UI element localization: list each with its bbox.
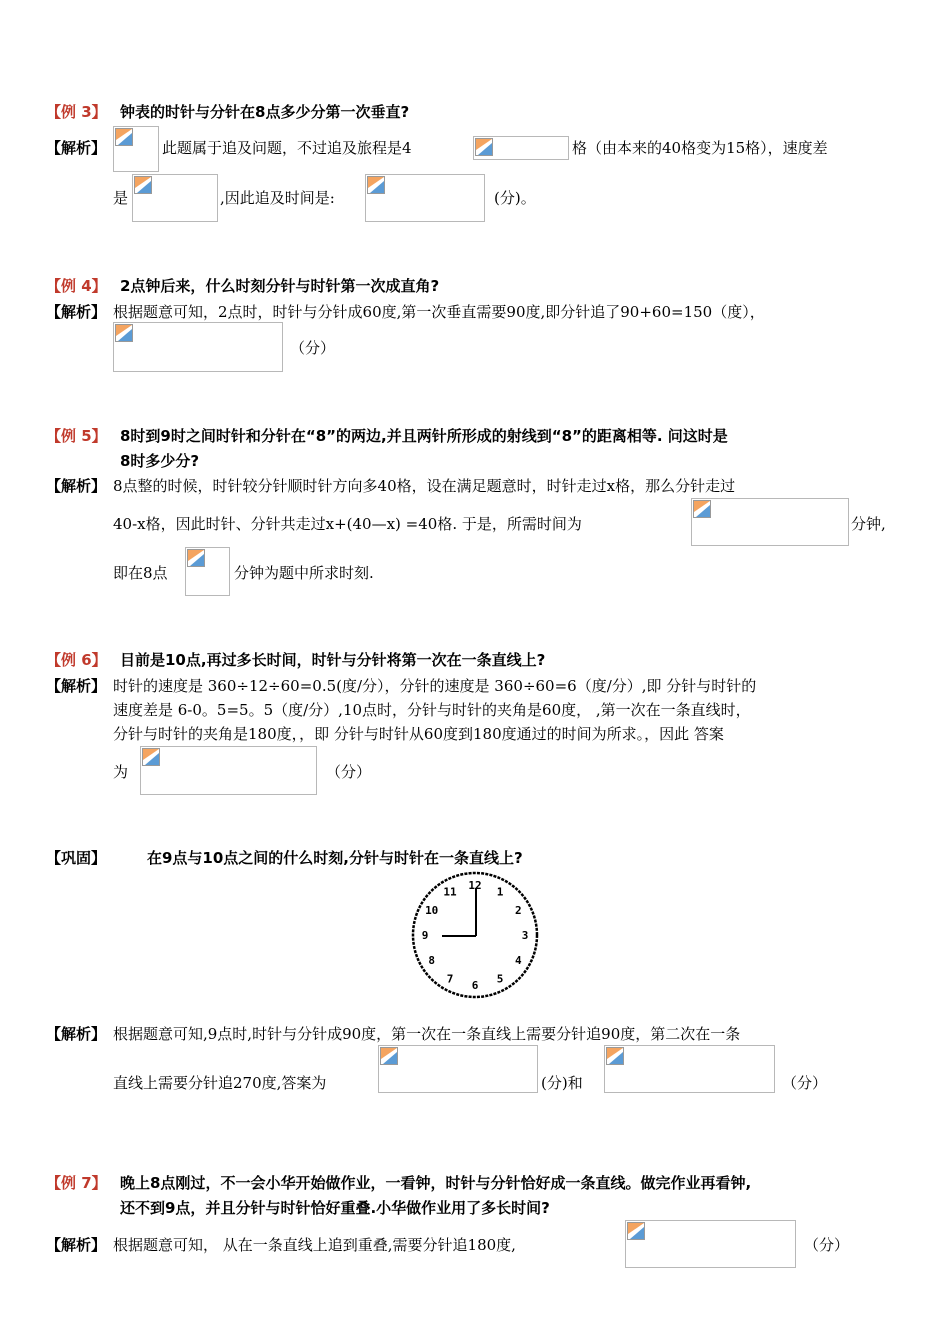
ex3-line2-c: (分)。 — [494, 189, 536, 207]
clock-number: 4 — [514, 954, 522, 967]
ex4-question: 2点钟后来，什么时刻分针与时针第一次成直角? — [120, 277, 440, 295]
clock-number: 7 — [446, 972, 454, 986]
formula-image — [473, 136, 569, 160]
broken-image-icon — [606, 1047, 624, 1065]
ex6-line1: 时针的速度是 360÷12÷60=0.5(度/分），分针的速度是 360÷60=6（度/分）,即 分针与时针的 — [113, 677, 757, 695]
ex3-line1-b: 格（由本来的40格变为15格），速度差 — [572, 139, 828, 157]
formula-image — [365, 174, 485, 222]
formula-image — [604, 1045, 775, 1093]
ex4-line1: 根据题意可知，2点时，时针与分针成60度,第一次垂直需要90度,即分针追了90+60=150（度）， — [113, 303, 765, 321]
broken-image-icon — [134, 176, 152, 194]
clock-number: 1 — [496, 885, 504, 899]
broken-image-icon — [475, 138, 493, 156]
ex3-line2-b: ,因此追及时间是: — [220, 189, 335, 207]
broken-image-icon — [115, 128, 133, 146]
ex7-line1: 根据题意可知， 从在一条直线上追到重叠,需要分针追180度, — [113, 1236, 516, 1254]
ex3-line2-a: 是 — [113, 189, 129, 207]
clock-number: 11 — [443, 885, 457, 899]
ex7-solution-label: 【解析】 — [46, 1236, 107, 1254]
clock-number: 2 — [514, 904, 522, 917]
consolidate-line2-a: 直线上需要分针追270度,答案为 — [113, 1074, 327, 1092]
clock-number: 3 — [521, 929, 529, 942]
broken-image-icon — [380, 1047, 398, 1065]
consolidate-line2-b: (分)和 — [541, 1074, 583, 1092]
ex5-line3-a: 即在8点 — [113, 564, 168, 582]
clock-number: 8 — [428, 954, 436, 967]
formula-image — [113, 322, 283, 372]
ex7-line2: （分） — [804, 1236, 850, 1254]
consolidate-label: 【巩固】 — [46, 849, 107, 867]
ex4-label: 【例 4】 — [46, 277, 107, 295]
formula-image — [185, 547, 230, 596]
ex3-line1-a: 此题属于追及问题，不过追及旅程是4 — [162, 139, 412, 157]
consolidate-solution-label: 【解析】 — [46, 1025, 107, 1043]
ex6-solution-label: 【解析】 — [46, 677, 107, 695]
formula-image — [140, 746, 317, 795]
ex7-label: 【例 7】 — [46, 1174, 107, 1192]
ex6-line4-a: 为 — [113, 763, 129, 781]
ex5-label: 【例 5】 — [46, 427, 107, 445]
formula-image — [625, 1220, 796, 1268]
ex4-solution-label: 【解析】 — [46, 303, 107, 321]
formula-image — [691, 498, 849, 546]
ex3-label: 【例 3】 — [46, 103, 107, 121]
ex6-line3: 分针与时针的夹角是180度，，即 分针与时针从60度到180度通过的时间为所求。，因此 答案 — [113, 725, 724, 743]
formula-image — [378, 1045, 538, 1093]
broken-image-icon — [627, 1222, 645, 1240]
consolidate-line2-c: （分） — [782, 1074, 828, 1092]
formula-image — [113, 126, 159, 172]
clock-number: 10 — [425, 904, 439, 917]
broken-image-icon — [187, 549, 205, 567]
consolidate-question: 在9点与10点之间的什么时刻,分针与时针在一条直线上? — [147, 849, 523, 867]
ex3-solution-label: 【解析】 — [46, 139, 107, 157]
ex5-line1: 8点整的时候，时针较分针顺时针方向多40格，设在满足题意时，时针走过x格，那么分针走过 — [113, 477, 736, 495]
broken-image-icon — [367, 176, 385, 194]
broken-image-icon — [693, 500, 711, 518]
ex6-question: 目前是10点,再过多长时间，时针与分针将第一次在一条直线上? — [120, 651, 546, 669]
clock-number: 5 — [496, 972, 504, 986]
ex6-line4-b: （分） — [326, 763, 372, 781]
clock-illustration — [408, 868, 542, 1002]
formula-image — [132, 174, 218, 222]
clock-number: 9 — [421, 929, 429, 942]
ex6-line2: 速度差是 6-0。5=5。5（度/分）,10点时，分针与时针的夹角是60度， ,第一次在一条直线时， — [113, 701, 751, 719]
ex5-question-2: 8时多少分? — [120, 452, 200, 470]
consolidate-line1: 根据题意可知,9点时,时针与分针成90度，第一次在一条直线上需要分针追90度，第二次在一条 — [113, 1025, 741, 1043]
ex3-question: 钟表的时针与分针在8点多少分第一次垂直? — [120, 103, 410, 121]
broken-image-icon — [142, 748, 160, 766]
clock-number: 6 — [471, 979, 479, 992]
ex5-line2-a: 40-x格，因此时针、分针共走过x+(40—x) =40格. 于是，所需时间为 — [113, 515, 582, 533]
ex4-line2: （分） — [290, 339, 336, 357]
broken-image-icon — [115, 324, 133, 342]
ex5-line3-b: 分钟为题中所求时刻. — [234, 564, 374, 582]
clock-number: 12 — [468, 879, 482, 892]
ex6-label: 【例 6】 — [46, 651, 107, 669]
ex5-question-1: 8时到9时之间时针和分针在“8”的两边,并且两针所形成的射线到“8”的距离相等. 问这时是 — [120, 427, 728, 445]
ex7-question-2: 还不到9点，并且分针与时针恰好重叠.小华做作业用了多长时间? — [120, 1199, 550, 1217]
ex5-solution-label: 【解析】 — [46, 477, 107, 495]
ex5-line2-b: 分钟, — [851, 515, 886, 533]
ex7-question-1: 晚上8点刚过，不一会小华开始做作业，一看钟，时针与分针恰好成一条直线。做完作业再看钟, — [120, 1174, 752, 1192]
